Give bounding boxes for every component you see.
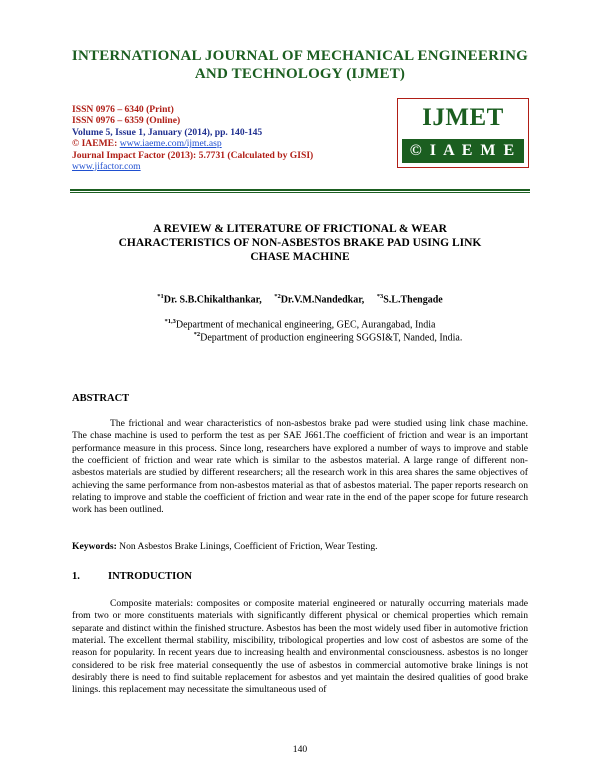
page-number: 140 <box>292 744 308 755</box>
paper-title-line-1: A REVIEW & LITERATURE OF FRICTIONAL & WEAR <box>153 223 447 235</box>
ijmet-logo <box>397 98 529 168</box>
issn-online: ISSN 0976 – 6359 (Online) <box>72 115 181 127</box>
affiliation-1-sup: *1,3 <box>164 318 176 325</box>
affiliation-1-text: Department of mechanical engineering, GEC, Aurangabad, India <box>175 319 436 331</box>
author-2-name: Dr.V.M.Nandedkar, <box>280 294 365 306</box>
affiliation-2-sup: *2 <box>193 331 201 338</box>
keywords-text: Non Asbestos Brake Linings, Coefficient of Friction, Wear Testing. <box>116 541 378 552</box>
journal-title-line-1: INTERNATIONAL JOURNAL OF MECHANICAL ENGINEERING <box>71 48 529 64</box>
introduction-heading: INTRODUCTION <box>108 571 193 582</box>
issn-print: ISSN 0976 – 6340 (Print) <box>72 104 174 115</box>
paper-title-line-3: CHASE MACHINE <box>250 251 350 263</box>
impact-factor: Journal Impact Factor (2013): 5.7731 (Calculated by GISI) <box>72 149 314 161</box>
introduction-text: Composite materials: composites or composite material engineered or naturally occurring materials made from two or more constituents materials with significantly different physical or chemical properties which remain separate and distinct within the finished structure. Asbestos has been the most widely used fiber in automotive friction material. The excellent thermal stability, miscibility, tribological properties and low cost of asbestos are some of the reason for popularity. In recent years due to increasing health and environmental consciousness. asbestos is no longer considered to be risk free material consequently the use of asbestos in commercial automotive brake linings is not desirably there is need to find suitable replacement for asbestos and yet maintain the desired qualities of good brake linings. this replacement may necessitate the simultaneous used of <box>72 598 528 696</box>
abstract-text: The frictional and wear characteristics of non-asbestos brake pad were studied using link chase machine. The chase machine is used to perform the test as per SAE J661.The coefficient of friction and wear is an important performance measure in this process. Since long, researchers have explored a number of ways to improve and stable the coefficient of friction and wear rate which is similar to the asbestos material. A large range of different non-asbestos materials are studied by different researchers; all the research work in this area shares the same objectives of achieving the same performance from non-asbestos material as that of asbestos material. The paper reports research on relating to improve and stable the coefficient of friction and wear rate in the end of the paper scope for future research work has been outlined. <box>72 418 528 516</box>
keywords <box>72 541 528 552</box>
author-1-sup: *1 <box>157 293 164 300</box>
section-number: 1. <box>72 571 80 582</box>
keywords-label: Keywords: <box>72 541 117 552</box>
journal-meta <box>72 104 402 172</box>
affiliation-2 <box>60 329 540 344</box>
author-1-name: Dr. S.B.Chikalthankar, <box>163 294 262 306</box>
journal-title-line-2: AND TECHNOLOGY (IJMET) <box>194 66 406 82</box>
iaeme-line <box>72 138 402 149</box>
logo-title: IJMET <box>422 104 504 131</box>
jifactor-link[interactable]: www.jifactor.com <box>72 161 141 173</box>
abstract-heading: ABSTRACT <box>72 393 130 404</box>
journal-title <box>40 47 560 83</box>
author-3-sup: *3 <box>376 293 384 300</box>
iaeme-link[interactable]: www.iaeme.com/ijmet.asp <box>119 138 222 150</box>
author-2-sup: *2 <box>274 293 281 300</box>
author-3-name: S.L.Thengade <box>383 294 443 306</box>
iaeme-prefix: © IAEME: <box>72 138 120 150</box>
author-list <box>60 293 540 305</box>
volume-info: Volume 5, Issue 1, January (2014), pp. 140-145 <box>72 126 263 138</box>
logo-iaeme-band: © I A E M E <box>402 139 524 163</box>
affiliation-2-text: Department of production engineering SGGSI&T, Nanded, India. <box>200 332 463 344</box>
paper-title-line-2: CHARACTERISTICS OF NON-ASBESTOS BRAKE PAD USING LINK <box>118 237 482 249</box>
paper-title <box>90 222 510 264</box>
header-divider <box>70 189 530 193</box>
